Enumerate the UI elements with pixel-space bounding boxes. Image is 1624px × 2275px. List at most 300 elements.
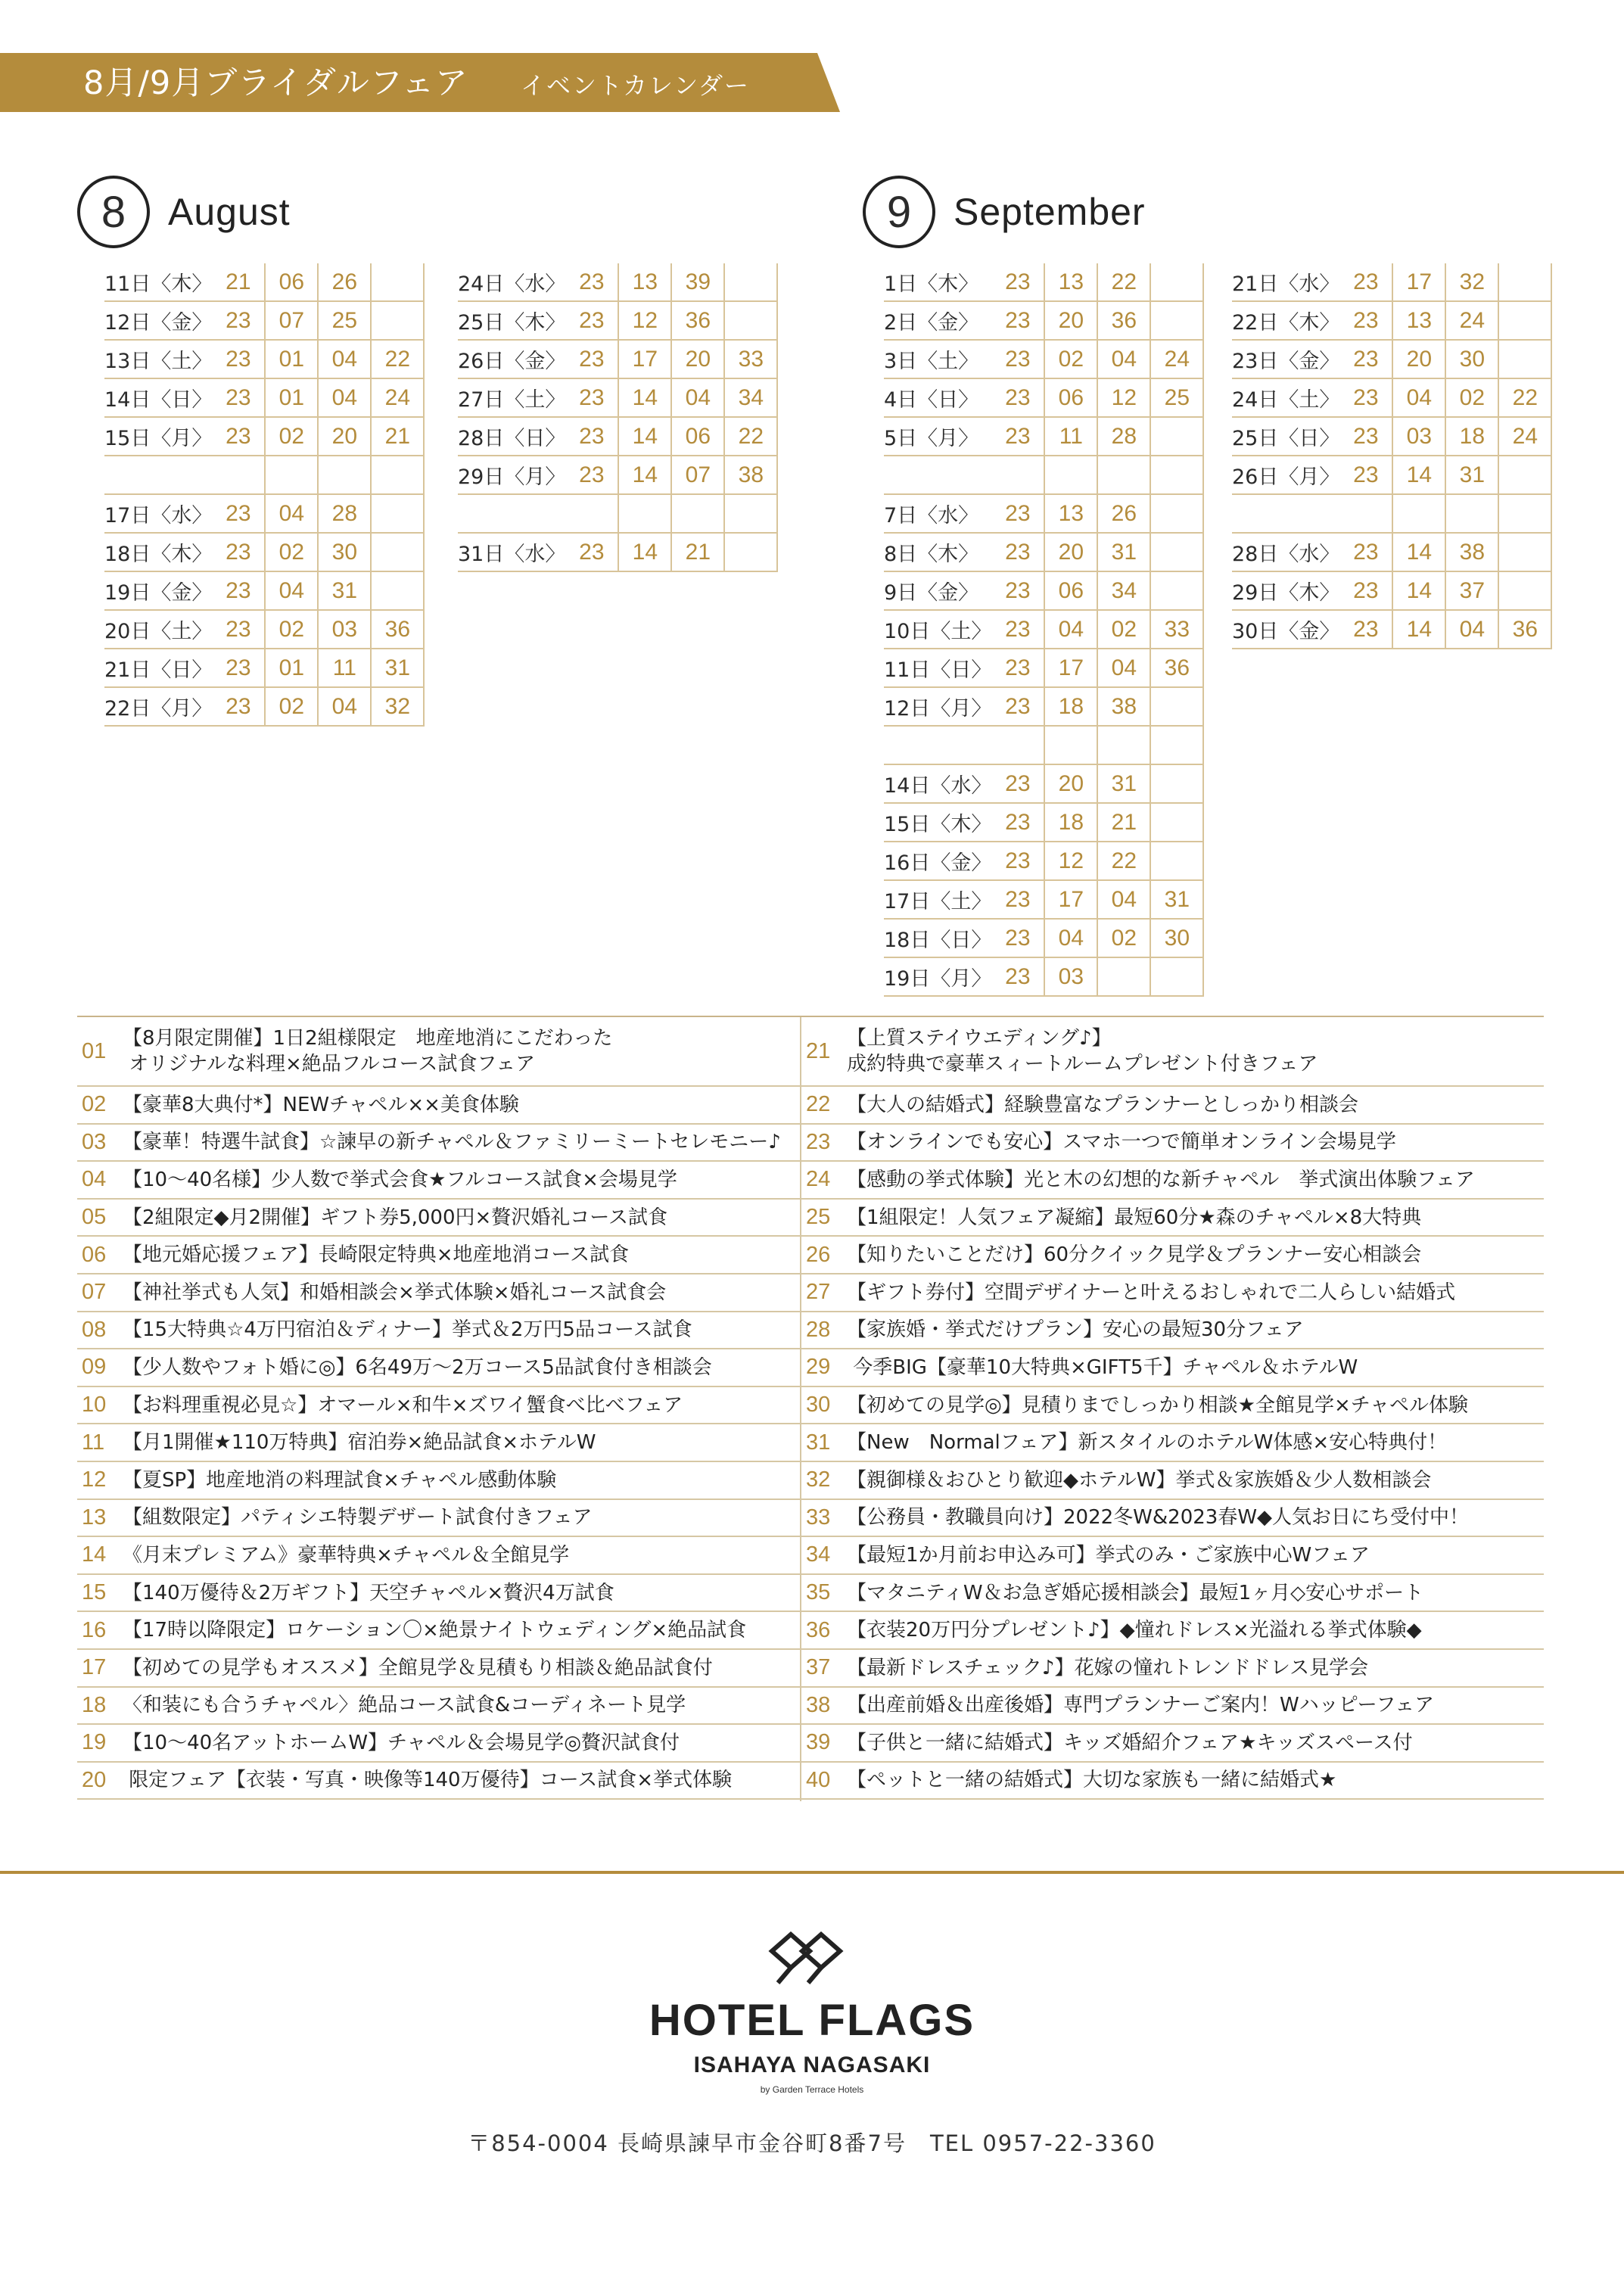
fair-number: 39 [806, 1730, 831, 1755]
calendar-row [884, 957, 1203, 996]
fair-number: 16 [82, 1617, 107, 1642]
fair-number: 38 [806, 1692, 831, 1717]
fair-description: 【オンラインでも安心】スマホ一つで簡単オンライン会場見学 [847, 1131, 1396, 1154]
fair-description: 【初めての見学◎】見積りまでしっかり相談★全館見学×チャペル体験 [847, 1393, 1469, 1417]
calendar-row [1232, 571, 1551, 610]
fair-code [671, 494, 724, 533]
fair-code [1150, 842, 1203, 880]
fair-code: 22 [724, 417, 777, 456]
calendar-row [884, 456, 1203, 494]
fair-code: 04 [318, 687, 371, 726]
fair-code: 30 [318, 533, 371, 571]
fair-code: 21 [371, 417, 424, 456]
fair-code: 07 [671, 456, 724, 494]
fair-code: 14 [618, 533, 671, 571]
calendar-date: 14日〈日〉 [104, 378, 212, 417]
fair-code: 20 [1044, 301, 1097, 340]
fair-description: 【15大特典☆4万円宿泊＆ディナー】挙式＆2万円5品コース試食 [123, 1318, 692, 1342]
fair-code: 39 [671, 263, 724, 301]
fair-code: 20 [671, 340, 724, 378]
fair-code: 13 [618, 263, 671, 301]
fair-code: 31 [1097, 764, 1150, 803]
fair-code: 23 [991, 494, 1044, 533]
fair-code: 23 [991, 880, 1044, 919]
calendar-row [1232, 301, 1551, 340]
fair-description: 【豪華！特選牛試食】☆諫早の新チャペル＆ファミリーミートセレモニー♪ [123, 1131, 781, 1154]
calendar-date: 22日〈月〉 [104, 687, 212, 726]
fair-number: 25 [806, 1205, 831, 1230]
hotel-location: ISAHAYA NAGASAKI [693, 2052, 931, 2077]
fair-description: 【17時以降限定】ロケーション〇×絶景ナイトウェディング×絶品試食 [123, 1619, 747, 1642]
fair-legend-item [77, 1650, 800, 1688]
fair-code [1150, 533, 1203, 571]
fair-number: 32 [806, 1467, 831, 1492]
fair-code: 23 [1339, 610, 1392, 649]
calendar-date: 28日〈水〉 [1232, 533, 1339, 571]
calendar-date: 4日〈日〉 [884, 378, 991, 417]
fair-number: 13 [82, 1505, 107, 1530]
fair-code [1044, 726, 1097, 764]
fair-code: 04 [1044, 610, 1097, 649]
fair-legend-item [801, 1087, 1544, 1125]
calendar-row [884, 494, 1203, 533]
footer-divider [0, 1871, 1624, 1874]
fair-number: 09 [82, 1355, 107, 1380]
fair-code [1498, 456, 1551, 494]
calendar-row [104, 378, 424, 417]
fair-code: 23 [991, 610, 1044, 649]
fair-legend-item [77, 1612, 800, 1650]
fair-legend-item [801, 1500, 1544, 1538]
fair-description: 限定フェア【衣装・写真・映像等140万優待】コース試食×挙式体験 [123, 1769, 733, 1792]
fair-code: 20 [1044, 764, 1097, 803]
fair-legend-item [801, 1650, 1544, 1688]
calendar-date: 22日〈木〉 [1232, 301, 1339, 340]
fair-code: 04 [1097, 649, 1150, 687]
fair-code: 23 [991, 687, 1044, 726]
fair-code [724, 263, 777, 301]
calendar-row [884, 687, 1203, 726]
fair-code: 12 [1044, 842, 1097, 880]
fair-number: 35 [806, 1580, 831, 1605]
fair-code: 23 [991, 340, 1044, 378]
calendar-date: 27日〈土〉 [458, 378, 565, 417]
fair-legend-item [801, 1725, 1544, 1763]
fair-description: 【衣装20万円分プレゼント♪】◆憧れドレス×光溢れる挙式体験◆ [847, 1619, 1422, 1642]
fair-code [618, 494, 671, 533]
fair-code: 21 [1097, 803, 1150, 842]
fair-code [371, 301, 424, 340]
header-banner [0, 53, 840, 112]
fair-description: 【最短1か月前お申込み可】挙式のみ・ご家族中心Wフェア [847, 1543, 1370, 1567]
fair-code: 38 [1445, 533, 1498, 571]
fair-code: 12 [618, 301, 671, 340]
fair-number: 12 [82, 1467, 107, 1492]
august-heading [77, 176, 291, 248]
fair-code: 04 [1445, 610, 1498, 649]
hotel-name: HOTEL FLAGS [649, 1996, 975, 2045]
fair-code: 04 [671, 378, 724, 417]
calendar-date: 11日〈日〉 [884, 649, 991, 687]
month-name: August [168, 191, 291, 233]
fair-code: 23 [1339, 340, 1392, 378]
fair-code: 23 [991, 417, 1044, 456]
fair-description: 【神社挙式も人気】和婚相談会×挙式体験×婚礼コース試食会 [123, 1281, 667, 1304]
fair-description: 【最新ドレスチェック♪】花嫁の憧れトレンドドレス見学会 [847, 1656, 1369, 1679]
fair-number: 31 [806, 1430, 831, 1455]
calendar-date: 3日〈土〉 [884, 340, 991, 378]
fair-code [1392, 494, 1445, 533]
calendar-row [884, 726, 1203, 764]
calendar-date: 17日〈土〉 [884, 880, 991, 919]
fair-code: 23 [991, 533, 1044, 571]
fair-code: 01 [265, 378, 318, 417]
fair-number: 10 [82, 1393, 107, 1418]
fair-number: 22 [806, 1092, 831, 1117]
fair-code: 23 [1339, 301, 1392, 340]
calendar-row [1232, 340, 1551, 378]
fair-description: 【1組限定！人気フェア凝縮】最短60分★森のチャペル×8大特典 [847, 1206, 1422, 1229]
fair-code [1150, 957, 1203, 996]
fair-code: 03 [1044, 957, 1097, 996]
calendar-date: 25日〈日〉 [1232, 417, 1339, 456]
calendar-row [458, 340, 777, 378]
fair-code: 28 [318, 494, 371, 533]
fair-code: 23 [212, 417, 265, 456]
fair-code: 31 [318, 571, 371, 610]
fair-code: 36 [371, 610, 424, 649]
calendar-row [884, 263, 1203, 301]
fair-code: 18 [1044, 687, 1097, 726]
fair-number: 40 [806, 1767, 831, 1792]
fair-code [1150, 764, 1203, 803]
fair-code [318, 456, 371, 494]
fair-code: 17 [1044, 880, 1097, 919]
calendar-date: 15日〈月〉 [104, 417, 212, 456]
fair-description: 【知りたいことだけ】60分クイック見学＆プランナー安心相談会 [847, 1243, 1422, 1267]
fair-code [1150, 417, 1203, 456]
fair-description: 【10～40名アットホームW】チャペル＆会場見学◎贅沢試食付 [123, 1731, 680, 1754]
fair-legend-item [77, 1725, 800, 1763]
fair-code: 04 [1392, 378, 1445, 417]
fair-number: 26 [806, 1242, 831, 1267]
fair-legend-item [801, 1462, 1544, 1500]
fair-description: 【豪華8大典付*】NEWチャペル××美食体験 [123, 1093, 519, 1116]
fair-description: 【夏SP】地産地消の料理試食×チャペル感動体験 [123, 1468, 557, 1492]
fair-code [1498, 340, 1551, 378]
fair-code: 28 [1097, 417, 1150, 456]
calendar-row [884, 417, 1203, 456]
fair-description: 【マタニティW＆お急ぎ婚応援相談会】最短1ヶ月◇安心サポート [847, 1581, 1424, 1604]
fair-code: 37 [1445, 571, 1498, 610]
calendar-date: 29日〈木〉 [1232, 571, 1339, 610]
fair-number: 01 [82, 1038, 107, 1063]
fair-code: 01 [265, 340, 318, 378]
fair-legend-item [77, 1017, 800, 1087]
fair-description: 【親御様＆おひとり歓迎◆ホテルW】挙式＆家族婚＆少人数相談会 [847, 1468, 1432, 1492]
fair-code: 04 [1044, 919, 1097, 957]
fair-code: 31 [371, 649, 424, 687]
fair-description: 〈和装にも合うチャペル〉絶品コース試食&コーディネート見学 [123, 1694, 686, 1717]
fair-description: 【地元婚応援フェア】長崎限定特典×地産地消コース試食 [123, 1243, 630, 1267]
calendar-date: 15日〈木〉 [884, 803, 991, 842]
fair-code: 04 [265, 494, 318, 533]
fair-description: 【子供と一緒に結婚式】キッズ婚紹介フェア★キッズスペース付 [847, 1731, 1413, 1754]
calendar-date [458, 494, 565, 533]
fair-code [724, 301, 777, 340]
fair-code: 14 [618, 456, 671, 494]
fair-legend-item [77, 1500, 800, 1538]
calendar-row [458, 301, 777, 340]
fair-description: 【初めての見学もオススメ】全館見学＆見積もり相談＆絶品試食付 [123, 1656, 713, 1679]
calendar-date: 13日〈土〉 [104, 340, 212, 378]
fair-code [1498, 533, 1551, 571]
fair-code: 26 [1097, 494, 1150, 533]
calendar-date: 21日〈水〉 [1232, 263, 1339, 301]
fair-code: 21 [671, 533, 724, 571]
calendar-date [884, 456, 991, 494]
fair-code: 23 [565, 378, 618, 417]
fair-description: 【10～40名様】少人数で挙式会食★フルコース試食×会場見学 [123, 1168, 677, 1191]
fair-code: 23 [565, 263, 618, 301]
fair-code [1150, 301, 1203, 340]
calendar-row [104, 649, 424, 687]
fair-code: 23 [991, 378, 1044, 417]
fair-description: 【New Normalフェア】新スタイルのホテルW体感×安心特典付！ [847, 1431, 1448, 1455]
calendar-date: 26日〈金〉 [458, 340, 565, 378]
fair-code [1150, 726, 1203, 764]
fair-code [1498, 494, 1551, 533]
calendar-date [1232, 494, 1339, 533]
fair-description: 【家族婚・挙式だけプラン】安心の最短30分フェア [847, 1318, 1304, 1342]
calendar-date: 1日〈木〉 [884, 263, 991, 301]
fair-code: 12 [1097, 378, 1150, 417]
calendar-date: 7日〈水〉 [884, 494, 991, 533]
fair-number: 28 [806, 1317, 831, 1342]
fair-code [1498, 263, 1551, 301]
calendar-date: 12日〈月〉 [884, 687, 991, 726]
fair-code: 13 [1392, 301, 1445, 340]
calendar-row [458, 494, 777, 533]
fair-code: 23 [991, 301, 1044, 340]
fair-code: 23 [991, 571, 1044, 610]
calendar-row [884, 803, 1203, 842]
fair-number: 03 [82, 1129, 107, 1154]
calendar-date [104, 456, 212, 494]
calendar-row [104, 610, 424, 649]
fair-code [265, 456, 318, 494]
fair-code: 24 [371, 378, 424, 417]
fair-legend-item [801, 1237, 1544, 1274]
fair-code: 23 [991, 803, 1044, 842]
fair-description: 【8月限定開催】1日2組様限定 地産地消にこだわった オリジナルな料理×絶品フルコース試食フェア [123, 1027, 613, 1075]
fair-code: 14 [1392, 533, 1445, 571]
fair-code: 06 [265, 263, 318, 301]
fair-code: 33 [1150, 610, 1203, 649]
fair-code: 36 [671, 301, 724, 340]
fair-code: 23 [212, 301, 265, 340]
calendar-date: 28日〈日〉 [458, 417, 565, 456]
fair-code: 31 [1150, 880, 1203, 919]
calendar-row [458, 417, 777, 456]
fair-code [371, 533, 424, 571]
fair-code: 14 [1392, 571, 1445, 610]
fair-code: 23 [1339, 378, 1392, 417]
calendar-date: 24日〈水〉 [458, 263, 565, 301]
august-calendar-col2 [458, 263, 778, 572]
calendar-date: 19日〈月〉 [884, 957, 991, 996]
fair-code: 13 [1044, 263, 1097, 301]
fair-code: 14 [618, 378, 671, 417]
fair-code [371, 456, 424, 494]
fair-number: 15 [82, 1580, 107, 1605]
fair-code: 20 [318, 417, 371, 456]
fair-code: 23 [991, 842, 1044, 880]
calendar-row [884, 610, 1203, 649]
fair-code: 25 [1150, 378, 1203, 417]
fair-description: 【ギフト券付】空間デザイナーと叶えるおしゃれで二人らしい結婚式 [847, 1281, 1456, 1304]
fair-code [1150, 494, 1203, 533]
fair-code: 04 [1097, 340, 1150, 378]
fair-code: 24 [1498, 417, 1551, 456]
calendar-date: 29日〈月〉 [458, 456, 565, 494]
fair-legend-item [77, 1349, 800, 1387]
calendar-row [1232, 610, 1551, 649]
fair-number: 34 [806, 1542, 831, 1567]
fair-legend-item [77, 1162, 800, 1200]
fair-legend-left [77, 1017, 800, 1800]
fair-code: 14 [1392, 456, 1445, 494]
fair-legend-item [801, 1387, 1544, 1425]
fair-code: 23 [991, 764, 1044, 803]
fair-legend-item [77, 1763, 800, 1800]
fair-code [1150, 687, 1203, 726]
fair-number: 07 [82, 1280, 107, 1305]
fair-code: 23 [991, 649, 1044, 687]
calendar-row [104, 340, 424, 378]
fair-code [1097, 726, 1150, 764]
fair-code: 04 [265, 571, 318, 610]
fair-legend-item [801, 1125, 1544, 1162]
fair-code: 22 [1097, 842, 1150, 880]
fair-code: 36 [1498, 610, 1551, 649]
fair-number: 17 [82, 1655, 107, 1680]
month-number-badge: 9 [863, 176, 935, 248]
fair-code [565, 494, 618, 533]
fair-code [724, 533, 777, 571]
fair-code [991, 726, 1044, 764]
fair-code: 02 [1445, 378, 1498, 417]
fair-code: 23 [1339, 533, 1392, 571]
fair-number: 21 [806, 1038, 831, 1063]
fair-legend-item [77, 1462, 800, 1500]
calendar-date: 21日〈日〉 [104, 649, 212, 687]
fair-legend-item [801, 1612, 1544, 1650]
fair-legend-item [801, 1349, 1544, 1387]
fair-code [371, 494, 424, 533]
fair-code: 30 [1445, 340, 1498, 378]
calendar-date: 14日〈水〉 [884, 764, 991, 803]
fair-code: 18 [1445, 417, 1498, 456]
calendar-date: 18日〈木〉 [104, 533, 212, 571]
fair-code [1150, 571, 1203, 610]
fair-code [1044, 456, 1097, 494]
fair-legend-item [801, 1688, 1544, 1726]
page-title: 8月/9月ブライダルフェア [83, 64, 468, 102]
fair-legend-item [801, 1200, 1544, 1237]
fair-legend-item [77, 1087, 800, 1125]
calendar-row [884, 919, 1203, 957]
fair-code: 02 [1097, 610, 1150, 649]
fair-code [1097, 456, 1150, 494]
calendar-date [884, 726, 991, 764]
fair-description: 【組数限定】パティシエ特製デザート試食付きフェア [123, 1506, 593, 1530]
calendar-row [884, 533, 1203, 571]
fair-code: 11 [1044, 417, 1097, 456]
calendar-date: 26日〈月〉 [1232, 456, 1339, 494]
fair-code: 02 [265, 533, 318, 571]
fair-code: 24 [1150, 340, 1203, 378]
fair-code: 11 [318, 649, 371, 687]
calendar-row [1232, 378, 1551, 417]
fair-code: 18 [1044, 803, 1097, 842]
fair-code: 23 [565, 533, 618, 571]
calendar-row [884, 301, 1203, 340]
fair-legend-item [801, 1537, 1544, 1575]
calendar-row [884, 378, 1203, 417]
fair-number: 14 [82, 1542, 107, 1567]
calendar-row [884, 340, 1203, 378]
fair-code: 20 [1392, 340, 1445, 378]
fair-number: 04 [82, 1167, 107, 1192]
calendar-row [104, 417, 424, 456]
fair-code: 22 [1097, 263, 1150, 301]
fair-number: 05 [82, 1205, 107, 1230]
fair-code: 07 [265, 301, 318, 340]
fair-code [1097, 957, 1150, 996]
calendar-date: 16日〈金〉 [884, 842, 991, 880]
fair-description: 【感動の挙式体験】光と木の幻想的な新チャペル 挙式演出体験フェア [847, 1168, 1475, 1191]
fair-description: 【2組限定◆月2開催】ギフト券5,000円×贅沢婚礼コース試食 [123, 1206, 667, 1229]
fair-code: 34 [724, 378, 777, 417]
calendar-row [104, 263, 424, 301]
fair-description: 【少人数やフォト婚に◎】6名49万～2万コース5品試食付き相談会 [123, 1355, 712, 1379]
calendar-date: 25日〈木〉 [458, 301, 565, 340]
fair-code: 32 [371, 687, 424, 726]
fair-code [1150, 263, 1203, 301]
calendar-date: 24日〈土〉 [1232, 378, 1339, 417]
fair-description: 【月1開催★110万特典】宿泊券×絶品試食×ホテルW [123, 1431, 596, 1455]
fair-code: 23 [565, 417, 618, 456]
fair-code: 22 [371, 340, 424, 378]
fair-code: 23 [1339, 571, 1392, 610]
fair-number: 19 [82, 1730, 107, 1755]
fair-code: 31 [1097, 533, 1150, 571]
fair-number: 20 [82, 1767, 107, 1792]
fair-code: 02 [265, 687, 318, 726]
calendar-date: 5日〈月〉 [884, 417, 991, 456]
fair-code: 32 [1445, 263, 1498, 301]
august-calendar-col1 [104, 263, 425, 727]
calendar-row [884, 649, 1203, 687]
fair-legend-item [801, 1312, 1544, 1350]
fair-code: 02 [265, 417, 318, 456]
calendar-row [884, 571, 1203, 610]
fair-code: 30 [1150, 919, 1203, 957]
fair-legend-item [77, 1387, 800, 1425]
calendar-row [884, 764, 1203, 803]
fair-code: 31 [1445, 456, 1498, 494]
